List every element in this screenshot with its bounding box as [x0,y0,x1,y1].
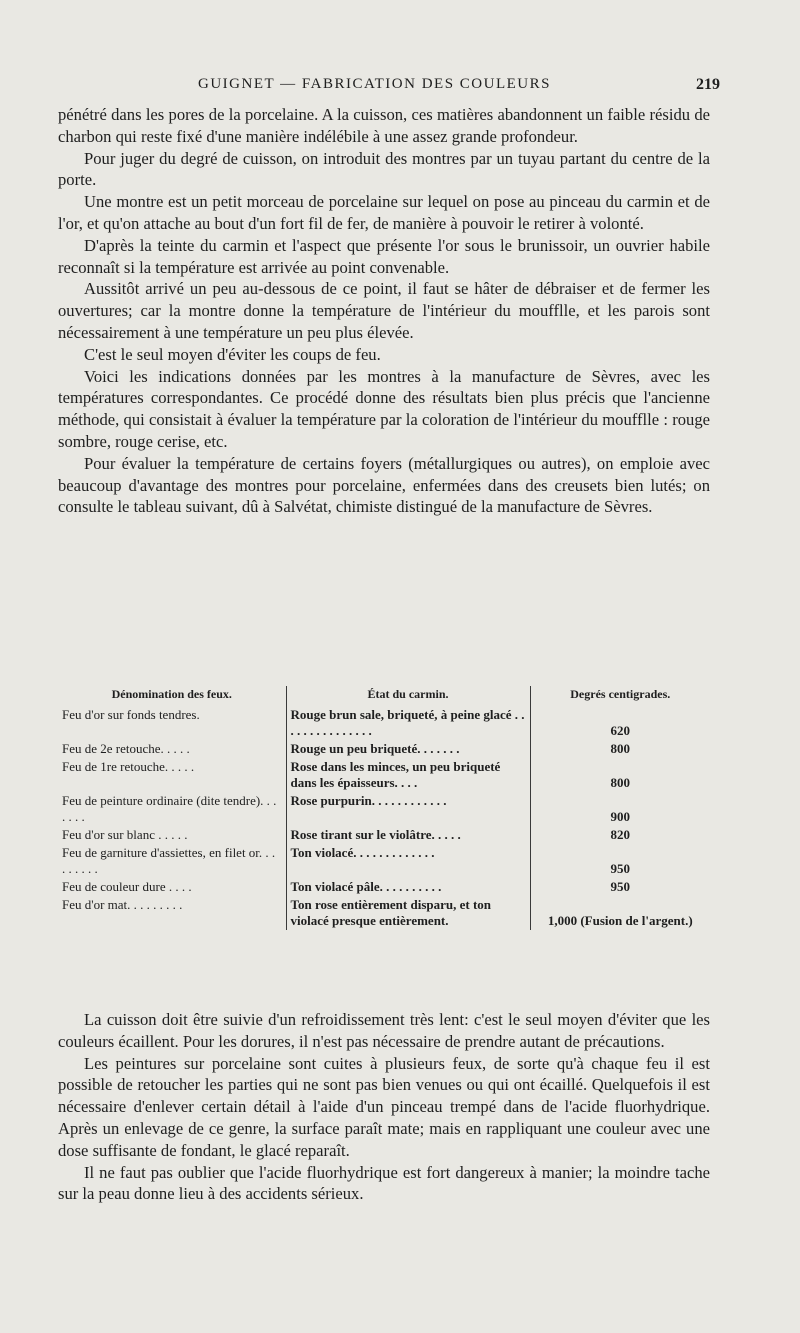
cell-carmin: Rose purpurin. . . . . . . . . . . . [286,792,530,826]
cell-carmin: Rouge brun sale, briqueté, à peine glacé . . . . . . . . . . . . . . . [286,706,530,740]
body-text-bottom [58,1009,710,1205]
cell-feu: Feu de garniture d'assiettes, en filet or. . . . . . . . . [62,845,276,876]
cell-degres: 900 [610,809,630,824]
cell-carmin: Rose tirant sur le violâtre. . . . . [286,826,530,844]
cell-feu: Feu d'or sur blanc . . . . . [62,827,188,842]
cell-degres: 820 [610,827,630,842]
cell-carmin: Ton violacé pâle. . . . . . . . . . [286,878,530,896]
cell-carmin: Rose dans les minces, un peu briqueté dans les épaisseurs. . . . [286,758,530,792]
table-row [58,878,710,896]
cell-feu: Feu de peinture ordinaire (dite tendre). . . . . . . [62,793,277,824]
paragraph: Pour juger du degré de cuisson, on introduit des montres par un tuyau partant du centre de la porte. [58,148,710,190]
page-number: 219 [696,76,720,93]
paragraph: Voici les indications données par les montres à la manufacture de Sèvres, avec les températures correspondantes. Ce procédé donne des résultats bien plus précis que l'ancienne méthode, qui consistait à évaluer la température par la coloration de l'intérieur du moufflle : rouge sombre, rouge cerise, etc. [58,366,710,451]
cell-degres: 1,000 (Fusion de l'argent.) [547,913,693,928]
running-head [60,76,720,98]
header-denomination: Dénomination des feux. [111,687,232,701]
table-row [58,792,710,826]
cell-degres: 800 [610,775,630,790]
cell-degres: 800 [610,741,630,756]
table-row [58,844,710,878]
cell-degres: 950 [610,861,630,876]
paragraph: Il ne faut pas oublier que l'acide fluorhydrique est fort dangereux à manier; la moindre tache sur la peau donne lieu à des accidents sérieux. [58,1162,710,1204]
temperature-table [58,686,710,930]
paragraph: Pour évaluer la température de certains foyers (métallurgiques ou autres), on emploie avec beaucoup d'avantage des montres pour porcelaine, enfermées dans des creusets bien lutés; on consulte le tableau suivant, dû à Salvétat, chimiste distingué de la manufacture de Sèvres. [58,453,710,517]
header-degres: Degrés centigrades. [570,687,671,701]
paragraph: Une montre est un petit morceau de porcelaine sur lequel on pose au pinceau du carmin et de l'or, et qu'on attache au bout d'un fort fil de fer, de manière à pouvoir le retirer à volonté. [58,192,710,233]
table-row [58,758,710,792]
cell-carmin: Ton violacé. . . . . . . . . . . . . [286,844,530,878]
header-etat-carmin: État du carmin. [286,686,530,706]
table-row [58,706,710,740]
body-text-top [58,104,710,518]
cell-degres: 950 [610,879,630,894]
cell-feu: Feu de 2e retouche. . . . . [62,741,190,756]
table-row [58,896,710,930]
running-title: GUIGNET — FABRICATION DES COULEURS [198,76,551,92]
cell-carmin: Rouge un peu briqueté. . . . . . . [286,740,530,758]
paragraph: pénétré dans les pores de la porcelaine. A la cuisson, ces matières abandonnent un faible résidu de charbon qui reste fixé d'une manière indélébile à une assez grande profondeur. [58,105,710,146]
cell-carmin: Ton rose entièrement disparu, et ton violacé presque entièrement. [286,896,530,930]
table-row [58,740,710,758]
cell-degres: 620 [610,723,630,738]
paragraph: D'après la teinte du carmin et l'aspect que présente l'or sous le brunissoir, un ouvrier habile reconnaît si la température est arrivée au point convenable. [58,235,710,277]
cell-feu: Feu d'or mat. . . . . . . . . [62,897,183,912]
paragraph: C'est le seul moyen d'éviter les coups de feu. [84,344,381,364]
paragraph: Aussitôt arrivé un peu au-dessous de ce point, il faut se hâter de débraiser et de fermer les ouvertures; car la montre donne la température de l'intérieur du moufflle, et les parois sont nécessairement à une température un peu plus élevée. [58,279,710,342]
cell-feu: Feu de 1re retouche. . . . . [62,759,195,774]
table-row [58,826,710,844]
cell-feu: Feu d'or sur fonds tendres. [62,707,200,722]
paragraph: La cuisson doit être suivie d'un refroidissement très lent: c'est le seul moyen d'éviter que les couleurs écaillent. Pour les dorures, il n'est pas nécessaire de prendre autant de précautions. [58,1010,710,1051]
cell-feu: Feu de couleur dure . . . . [62,879,192,894]
paragraph: Les peintures sur porcelaine sont cuites à plusieurs feux, de sorte qu'à chaque feu il est possible de retoucher les parties qui ne sont pas bien venues ou qui ont écaillé. Quelquefois il est nécessaire d'enlever certain détail à l'aide d'un pinceau trempé dans de l'acide fluorhydrique. Après un enlevage de ce genre, la surface paraît mate; mais en rappliquant une couleur avec une dose suffisante de fondant, le glacé reparaît. [58,1053,710,1160]
